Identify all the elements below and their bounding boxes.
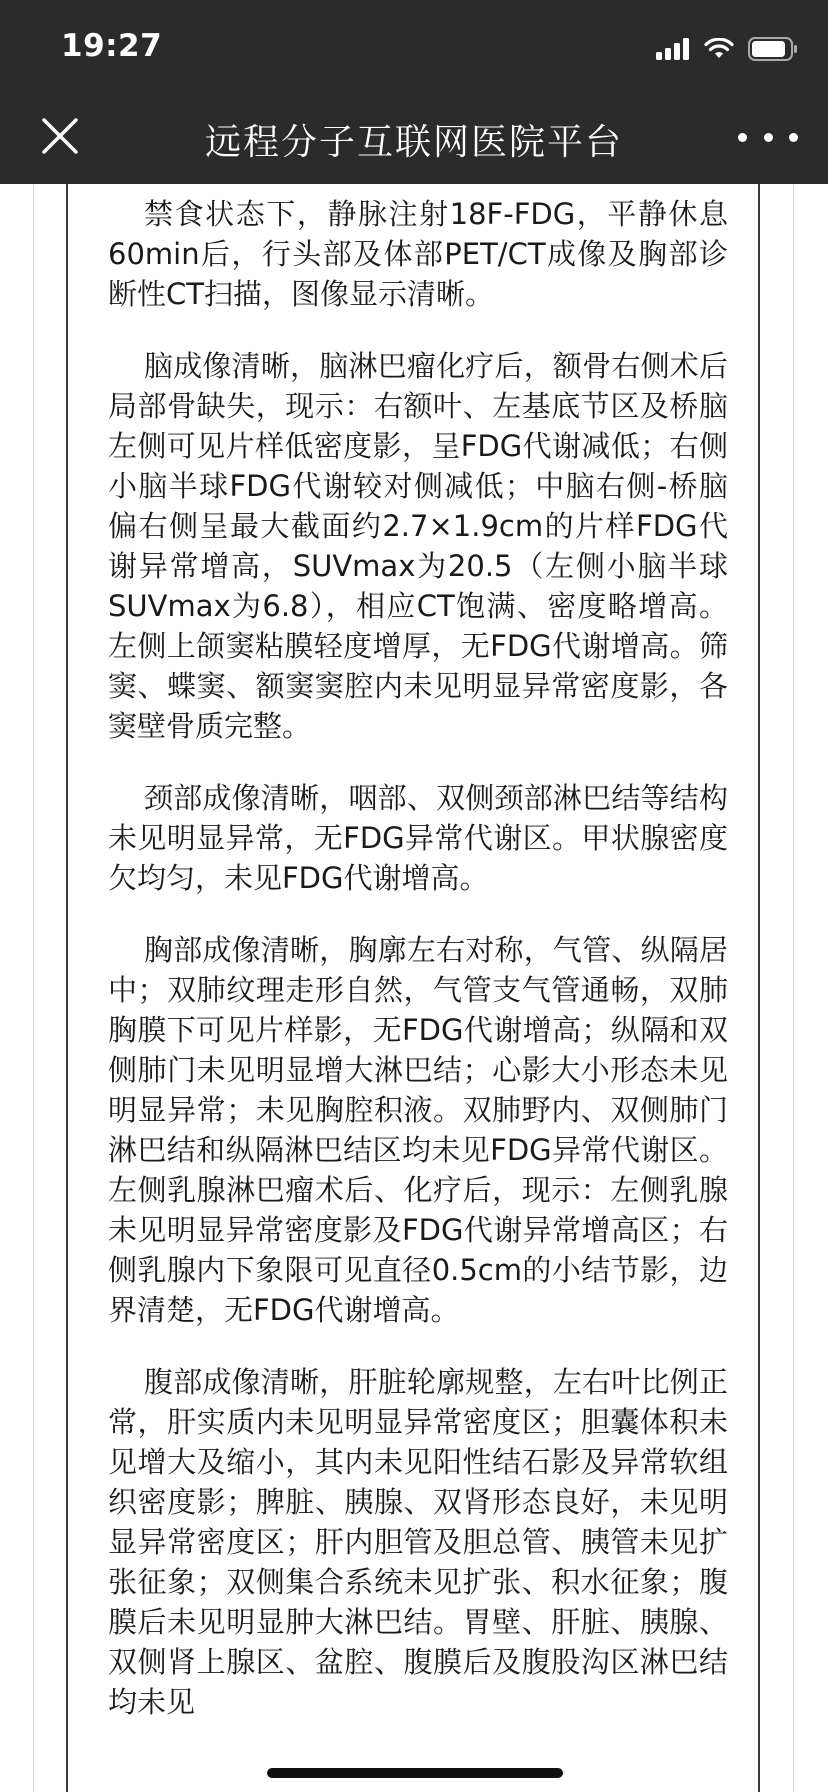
status-bar xyxy=(0,0,828,88)
page-border-left xyxy=(33,184,34,1792)
page-border-right xyxy=(793,184,794,1792)
report-paragraph-neck: 颈部成像清晰，咽部、双侧颈部淋巴结等结构未见明显异常，无FDG异常代谢区。甲状腺密度欠均匀，未见FDG代谢增高。 xyxy=(108,781,728,895)
nav-bar xyxy=(0,88,828,184)
signal-icon xyxy=(656,38,690,60)
status-icons xyxy=(656,34,798,64)
page-title: 远程分子互联网医院平台 xyxy=(204,122,623,163)
more-icon-dot-1 xyxy=(738,133,747,142)
more-button[interactable] xyxy=(738,122,798,152)
battery-icon xyxy=(748,37,798,61)
report-paragraph-procedure: 禁食状态下，静脉注射18F-FDG，平静休息60min后，行头部及体部PET/CT成像及胸部诊断性CT扫描，图像显示清晰。 xyxy=(108,197,728,311)
content-area[interactable] xyxy=(0,184,828,1792)
home-indicator[interactable] xyxy=(267,1768,563,1778)
wifi-icon xyxy=(704,38,734,60)
status-time: 19:27 xyxy=(61,28,163,64)
report-body xyxy=(108,194,728,1754)
report-paragraph-abdomen: 腹部成像清晰，肝脏轮廓规整，左右叶比例正常，肝实质内未见明显异常密度区；胆囊体积未见增大及缩小，其内未见阳性结石影及异常软组织密度影；脾脏、胰腺、双肾形态良好，未见明显异常密度区；肝内胆管及胆总管、胰管未见扩张征象；双侧集合系统未见扩张、积水征象；腹膜后未见明显肿大淋巴结。胃壁、肝脏、胰腺、双侧肾上腺区、盆腔、腹膜后及腹股沟区淋巴结均未见 xyxy=(108,1365,728,1719)
report-paragraph-brain: 脑成像清晰，脑淋巴瘤化疗后，额骨右侧术后局部骨缺失，现示：右额叶、左基底节区及桥脑左侧可见片样低密度影，呈FDG代谢减低；右侧小脑半球FDG代谢较对侧减低；中脑右侧-桥脑偏右侧呈最大截面约2.7×1.9cm的片样FDG代谢异常增高，SUVmax为20.5（左侧小脑半球SUVmax为6.8），相应CT饱满、密度略增高。左侧上颌窦粘膜轻度增厚，无FDG代谢增高。筛窦、蝶窦、额窦窦腔内未见明显异常密度影，各窦壁骨质完整。 xyxy=(108,349,728,743)
more-icon-dot-3 xyxy=(789,133,798,142)
report-paragraph-chest: 胸部成像清晰，胸廓左右对称，气管、纵隔居中；双肺纹理走形自然，气管支气管通畅，双肺胸膜下可见片样影，无FDG代谢增高；纵隔和双侧肺门未见明显增大淋巴结；心影大小形态未见明显异常；未见胸腔积液。双肺野内、双侧肺门淋巴结和纵隔淋巴结区均未见FDG异常代谢区。左侧乳腺淋巴瘤术后、化疗后，现示：左侧乳腺未见明显异常密度影及FDG代谢异常增高区；右侧乳腺内下象限可见直径0.5cm的小结节影，边界清楚，无FDG代谢增高。 xyxy=(108,933,728,1327)
more-icon-dot-2 xyxy=(764,133,773,142)
